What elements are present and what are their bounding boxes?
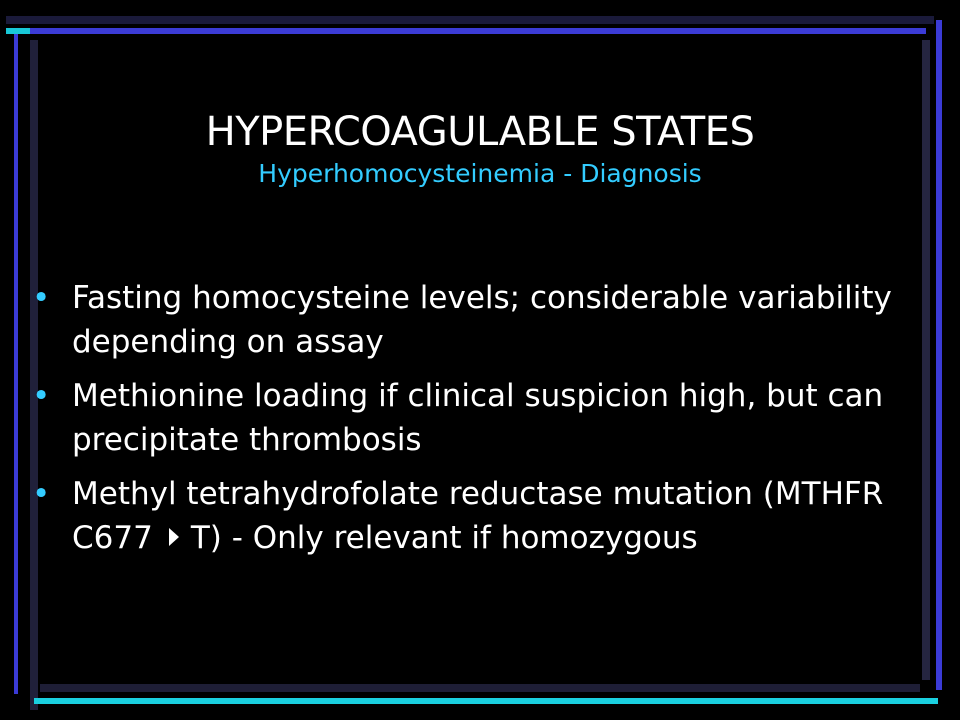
bullet-text-before: Methyl tetrahydrofolate reductase mutation (MTHFR C677 [72, 476, 884, 556]
frame-bar-top-blue [30, 28, 926, 34]
bullet-item [32, 472, 912, 560]
bullet-marker: • [32, 476, 51, 512]
frame-bar-top-cyan [6, 28, 30, 34]
slide-subtitle: Hyperhomocysteinemia - Diagnosis [258, 159, 702, 188]
title-block [0, 108, 960, 190]
bullet-item [32, 374, 912, 462]
bullet-text: Fasting homocysteine levels; considerable variability depending on assay [72, 280, 892, 360]
bullet-marker: • [32, 280, 51, 316]
frame-bar-top-dark [6, 16, 934, 24]
frame-bar-bottom-cyan [34, 698, 938, 704]
bullet-item [32, 276, 912, 364]
bullet-text-after: T) - Only relevant if homozygous [190, 520, 698, 556]
frame-bar-bottom-dark [40, 684, 920, 692]
slide-title: HYPERCOAGULABLE STATES [205, 109, 755, 155]
bullet-list [32, 276, 912, 570]
right-triangle-arrow-icon [169, 528, 179, 546]
bullet-marker: • [32, 378, 51, 414]
bullet-text: Methionine loading if clinical suspicion high, but can precipitate thrombosis [72, 378, 884, 458]
